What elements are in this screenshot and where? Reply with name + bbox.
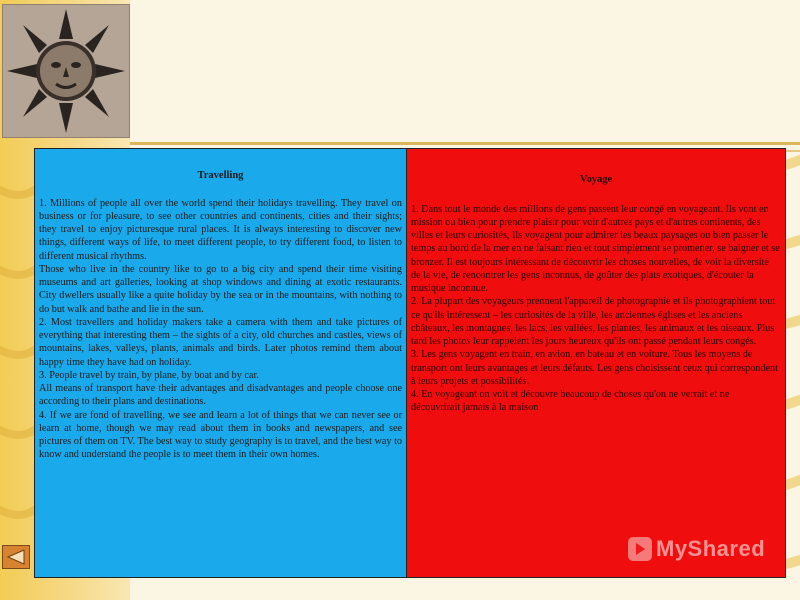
french-paragraph-4: 4. En voyageant on voit et découvre beaucoup de choses qu'on ne verrait et ne découvrirait jamais à la maison — [411, 389, 730, 414]
english-paragraph-3: 2. Most travellers and holiday makers take a camera with them and take pictures of everything that interesting them – the sights of a city, old churches and castles, views of mountains, lakes, valleys, plants, animals and birds. Later photos remind them about happy time they have had on holiday. — [39, 316, 402, 368]
french-title: Voyage — [579, 174, 613, 185]
left-rays-decoration — [0, 170, 36, 550]
french-column — [407, 149, 785, 577]
french-paragraph-3: 3. Les gens voyagent en train, en avion, en bateau et en voiture. Tous les moyens de transport ont leurs avantages et leurs défauts. Les gens choisissent ceux qui correspondent à leurs projets et possibilités. — [411, 349, 778, 387]
english-column — [35, 149, 407, 577]
english-title: Travelling — [197, 170, 244, 181]
english-paragraph-5: All means of transport have their advantages and disadvantages and people choose one according to their plans and destinations. — [39, 383, 402, 408]
bilingual-table — [34, 148, 786, 578]
english-paragraph-2: Those who live in the country like to go to a big city and spend their time visiting museums and art galleries, looking at shop windows and dining at exotic restaurants. City dwellers usually like a quite holiday by the sea or in the mountains, with nothing to do but walk and bathe and lie in the sun. — [39, 263, 402, 315]
watermark-text: MyShared — [656, 536, 766, 561]
play-icon — [628, 537, 652, 561]
sun-face-tile — [2, 4, 130, 138]
french-paragraph-1: 1. Dans tout le monde des millions de gens passent leur congé en voyageant. Ils vont en mission ou bien pour prendre plaisir pour voir d'autres pays et d'autres continents, des villes et leurs curiosités, Ils voyagent pour admirer les beaux paysages ou bien passer le temps au bord de la mer en ne faisant rien et tout simplement se promener, se baigner et se bronzer. Il est toujours intéressant de découvrir les choses nouvelles, de voir la diversité de la vie, de rencontrer les gens inconnus, de goûter des plats exotiques, d'écouter la musique inconnue. — [411, 203, 780, 295]
english-paragraph-4: 3. People travel by train, by plane, by boat and by car. — [39, 369, 259, 381]
sun-face-icon — [3, 5, 129, 137]
back-button[interactable] — [2, 545, 30, 569]
back-arrow-icon — [6, 549, 26, 565]
watermark — [628, 536, 765, 562]
english-paragraph-6: 4. If we are fond of travelling, we see and learn a lot of things that we can never see or learn at home, though we may read about them in books and newspapers, and see pictures of them on TV. The best way to study geography is to travel, and the best way to know and understand the people is to meet them in their own homes. — [39, 409, 402, 461]
english-paragraph-1: 1. Millions of people all over the world spend their holidays travelling. They travel on business or for pleasure, to see other countries and continents, cities and their sights; they travel to enjoy picturesque rural places. It is always interesting to discover new things, different ways of life, to meet different people, to try different food, to listen to different musical rhythms. — [39, 197, 402, 262]
french-paragraph-2: 2. La plupart des voyageurs prennent l'appareil de photographie et ils photographient tout ce qu'ils intéressent – les curiosités de la ville, les anciennes églises et les anciens châteaux, les montagnes, les lacs, les vallées, les plantes, les animaux et les oiseaux. Plus tard les photos leur rappelent les jours heureux qu'ils ont passé pendant leurs congés. — [411, 296, 776, 348]
